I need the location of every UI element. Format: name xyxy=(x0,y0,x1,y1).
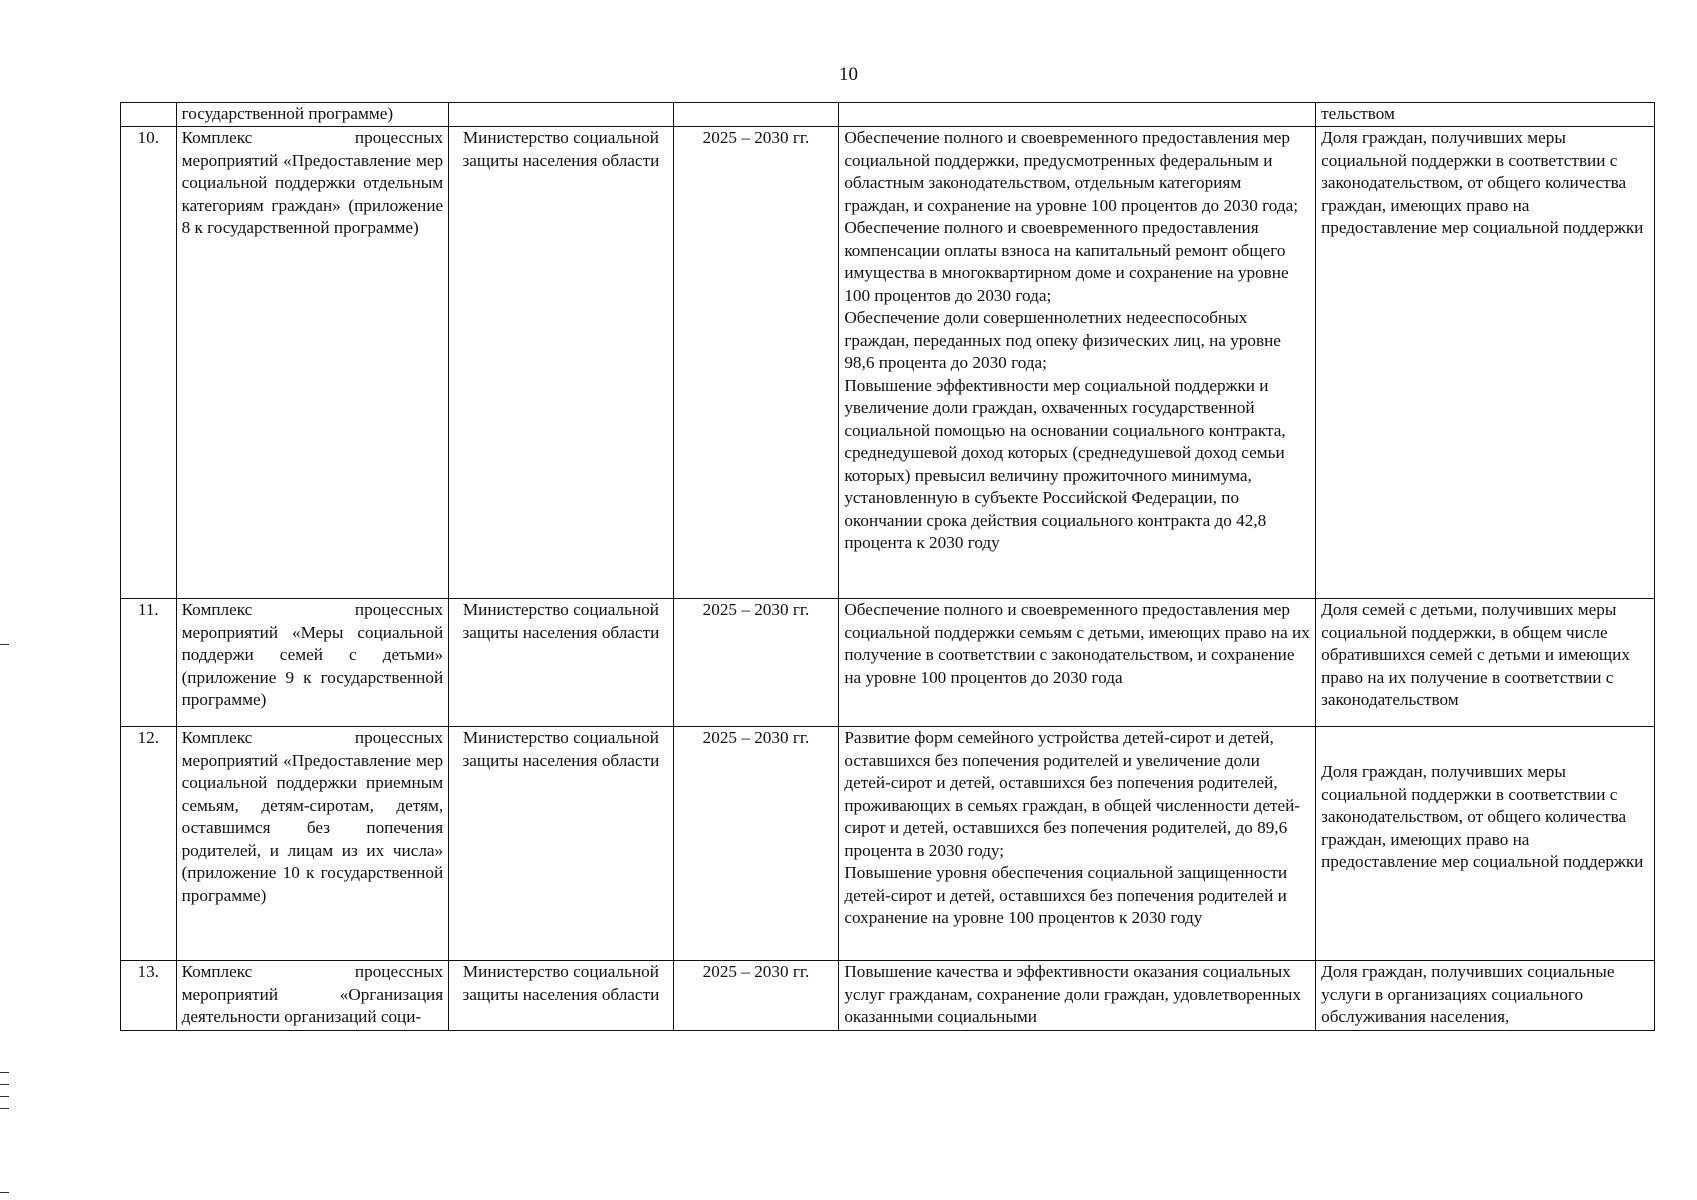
implementation-period: 2025 – 2030 гг. xyxy=(673,127,839,599)
result-item: Обеспечение доли совершеннолетних недееспособных граждан, переданных под опеку физических лиц, на уровне 98,6 процента до 2030 года; xyxy=(844,308,1281,372)
result-item: Повышение уровня обеспечения социальной защищенности детей-сирот и детей, оставшихся без попечения родителей и сохранение на уровне 100 процентов к 2030 году xyxy=(844,863,1288,927)
scan-margin-mark xyxy=(0,1084,9,1085)
indicator-text: Доля граждан, получивших меры социальной поддержки в соответствии с законодательством, от общего количества граждан, имеющих право на предоставление мер социальной поддержки xyxy=(1316,727,1655,961)
result-item: Повышение качества и эффективности оказания социальных услуг гражданам, сохранение доли граждан, удовлетворенных оказанными социальными xyxy=(844,962,1301,1026)
scan-margin-mark xyxy=(0,1108,9,1109)
result-item: Обеспечение полного и своевременного предоставления мер социальной поддержки семьям с детьми, имеющих право на их получение в соответствии с законодательством, и сохранение на уровне 100 процентов до 2030 года xyxy=(844,600,1310,687)
expected-results xyxy=(839,127,1316,599)
result-item: Обеспечение полного и своевременного предоставления компенсации оплаты взноса на капитальный ремонт общего имущества в многоквартирном доме и сохранение на уровне 100 процентов до 2030 года; xyxy=(844,218,1289,305)
implementation-period: 2025 – 2030 гг. xyxy=(673,961,839,1031)
results-cell xyxy=(839,103,1316,127)
measure-name: Комплекс процессных мероприятий «Меры социальной поддержи семей с детьми» (приложение 9 к государственной программе) xyxy=(176,599,449,727)
indicator-text: Доля семей с детьми, получивших меры социальной поддержки, в общем числе обратившихся семей с детьми и имеющих право на их получение в соответствии с законодательством xyxy=(1316,599,1655,727)
responsible-cell xyxy=(449,103,673,127)
responsible-executor: Министерство социальной защиты населения области xyxy=(449,599,673,727)
table-row xyxy=(121,127,1655,599)
row-number: 12. xyxy=(121,727,177,961)
row-number: 13. xyxy=(121,961,177,1031)
table-row-continuation xyxy=(121,103,1655,127)
responsible-executor: Министерство социальной защиты населения области xyxy=(449,961,673,1031)
scan-margin-mark xyxy=(0,1096,9,1097)
indicator-text: Доля граждан, получивших социальные услуги в организациях социального обслуживания населения, xyxy=(1316,961,1655,1031)
expected-results xyxy=(839,961,1316,1031)
table-row xyxy=(121,727,1655,961)
program-table xyxy=(120,102,1655,1031)
measure-name-cell: государственной программе) xyxy=(176,103,449,127)
result-item: Развитие форм семейного устройства детей-сирот и детей, оставшихся без попечения родителей и увеличение доли детей-сирот и детей, оставшихся без попечения родителей, проживающих в семьях граждан, в общей численности детей-сирот и детей, оставшихся без попечения родителей, до 89,6 процента в 2030 году; xyxy=(844,728,1301,860)
measure-name: Комплекс процессных мероприятий «Организация деятельности организаций соци- xyxy=(176,961,449,1031)
responsible-executor: Министерство социальной защиты населения области xyxy=(449,727,673,961)
expected-results xyxy=(839,727,1316,961)
row-number: 10. xyxy=(121,127,177,599)
scan-margin-mark xyxy=(0,1192,9,1193)
result-item: Повышение эффективности мер социальной поддержки и увеличение доли граждан, охваченных государственной социальной помощью на основании социального контракта, среднедушевой доход которых (среднедушевой доход семьи которых) превысил величину прожиточного минимума, установленную в субъекте Российской Федерации, по окончании срока действия социального контракта до 42,8 процента к 2030 году xyxy=(844,375,1286,552)
scan-margin-mark xyxy=(0,644,9,645)
result-item: Обеспечение полного и своевременного предоставления мер социальной поддержки, предусмотренных федеральным и областным законодательством, отдельным категориям граждан, и сохранение на уровне 100 процентов до 2030 года; xyxy=(844,128,1298,215)
implementation-period: 2025 – 2030 гг. xyxy=(673,599,839,727)
indicator-text: Доля граждан, получивших меры социальной поддержки в соответствии с законодательством, от общего количества граждан, имеющих право на предоставление мер социальной поддержки xyxy=(1316,127,1655,599)
table-row xyxy=(121,961,1655,1031)
period-cell xyxy=(673,103,839,127)
measure-name: Комплекс процессных мероприятий «Предоставление мер социальной поддержки отдельным категориям граждан» (приложение 8 к государственной программе) xyxy=(176,127,449,599)
scan-margin-mark xyxy=(0,1072,9,1073)
responsible-executor: Министерство социальной защиты населения области xyxy=(449,127,673,599)
measure-name: Комплекс процессных мероприятий «Предоставление мер социальной поддержки приемным семьям, детям-сиротам, детям, оставшимся без попечения родителей, и лицам из их числа» (приложение 10 к государственной программе) xyxy=(176,727,449,961)
indicator-cell: тельством xyxy=(1316,103,1655,127)
row-number-cell xyxy=(121,103,177,127)
expected-results xyxy=(839,599,1316,727)
page-number: 10 xyxy=(839,64,858,85)
implementation-period: 2025 – 2030 гг. xyxy=(673,727,839,961)
table-row xyxy=(121,599,1655,727)
row-number: 11. xyxy=(121,599,177,727)
